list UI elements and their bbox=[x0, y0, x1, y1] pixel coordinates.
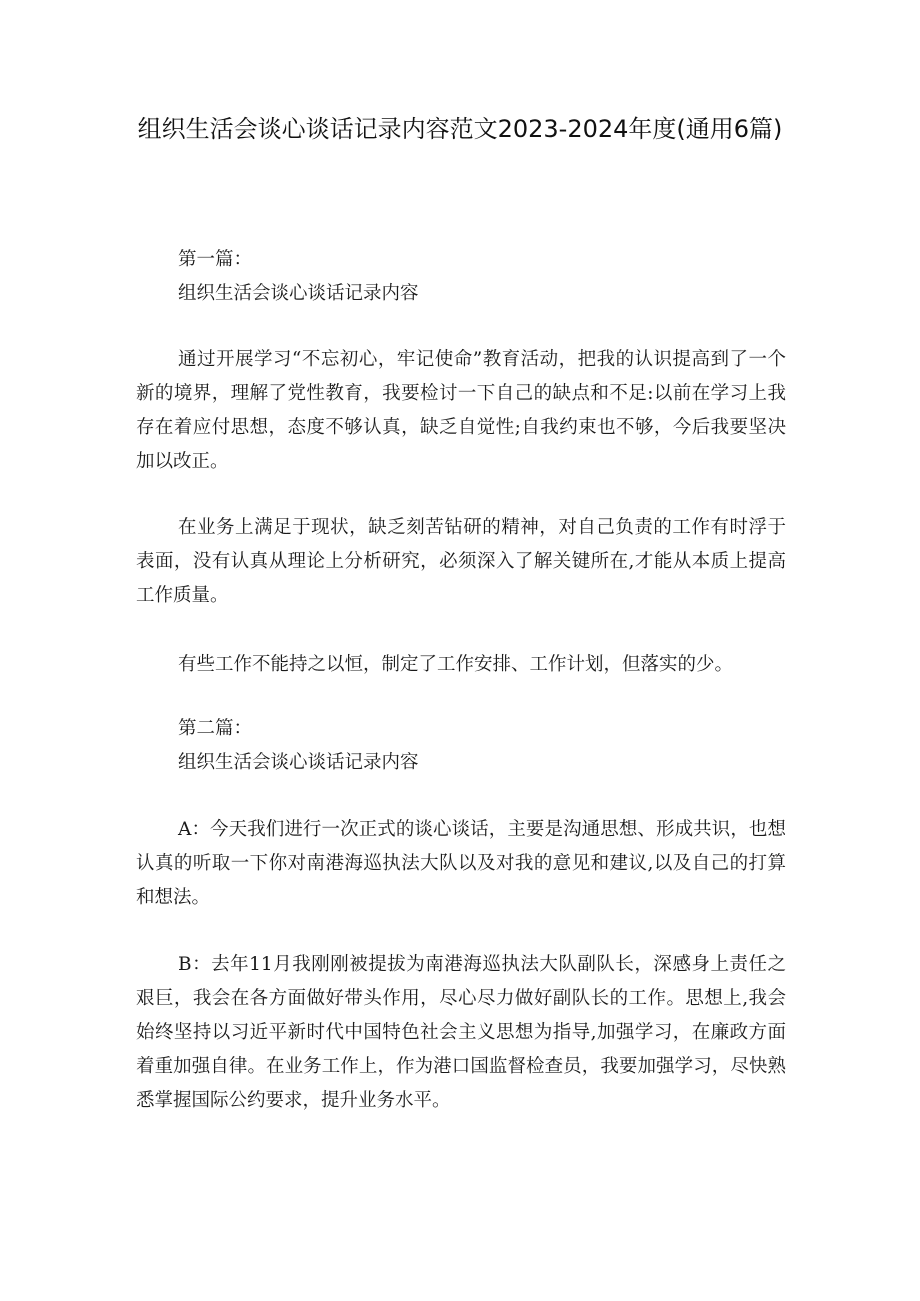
section-1-subheading: 组织生活会谈心谈话记录内容 bbox=[178, 283, 419, 304]
document-title: 组织生活会谈心谈话记录内容范文2023-2024年度(通用6篇) bbox=[137, 115, 783, 143]
section-2-heading: 第二篇： bbox=[178, 718, 253, 739]
paragraph-text: 有些工作不能持之以恒，制定了工作安排、工作计划，但落实的少。 bbox=[178, 654, 734, 675]
section-1-paragraph-1 bbox=[136, 343, 786, 479]
section-2-subheading: 组织生活会谈心谈话记录内容 bbox=[178, 752, 419, 773]
paragraph-text: A：今天我们进行一次正式的谈心谈话，主要是沟通思想、形成共识，也想认真的听取一下你对南港海巡执法大队以及对我的意见和建议,以及自己的打算和想法。 bbox=[136, 819, 786, 908]
paragraph-text: B：去年11月我刚刚被提拔为南港海巡执法大队副队长，深感身上责任之艰巨，我会在各方面做好带头作用，尽心尽力做好副队长的工作。思想上,我会始终坚持以习近平新时代中国特色社会主义思想为指导,加强学习，在廉政方面着重加强自律。在业务工作上，作为港口国监督检查员，我要加强学习，尽快熟悉掌握国际公约要求，提升业务水平。 bbox=[136, 954, 786, 1111]
paragraph-text: 在业务上满足于现状，缺乏刻苦钻研的精神，对自己负责的工作有时浮于表面，没有认真从理论上分析研究，必须深入了解关键所在,才能从本质上提高工作质量。 bbox=[136, 517, 786, 606]
section-2-paragraph-2 bbox=[136, 948, 786, 1118]
section-1-paragraph-3 bbox=[136, 648, 786, 682]
section-1-heading: 第一篇： bbox=[178, 249, 253, 270]
paragraph-text: 通过开展学习“不忘初心，牢记使命”教育活动，把我的认识提高到了一个新的境界，理解了党性教育，我要检讨一下自己的缺点和不足:以前在学习上我存在着应付思想，态度不够认真，缺乏自觉性;自我约束也不够，今后我要坚决加以改正。 bbox=[136, 349, 786, 472]
section-2-paragraph-1 bbox=[136, 813, 786, 915]
section-1-paragraph-2 bbox=[136, 511, 786, 613]
